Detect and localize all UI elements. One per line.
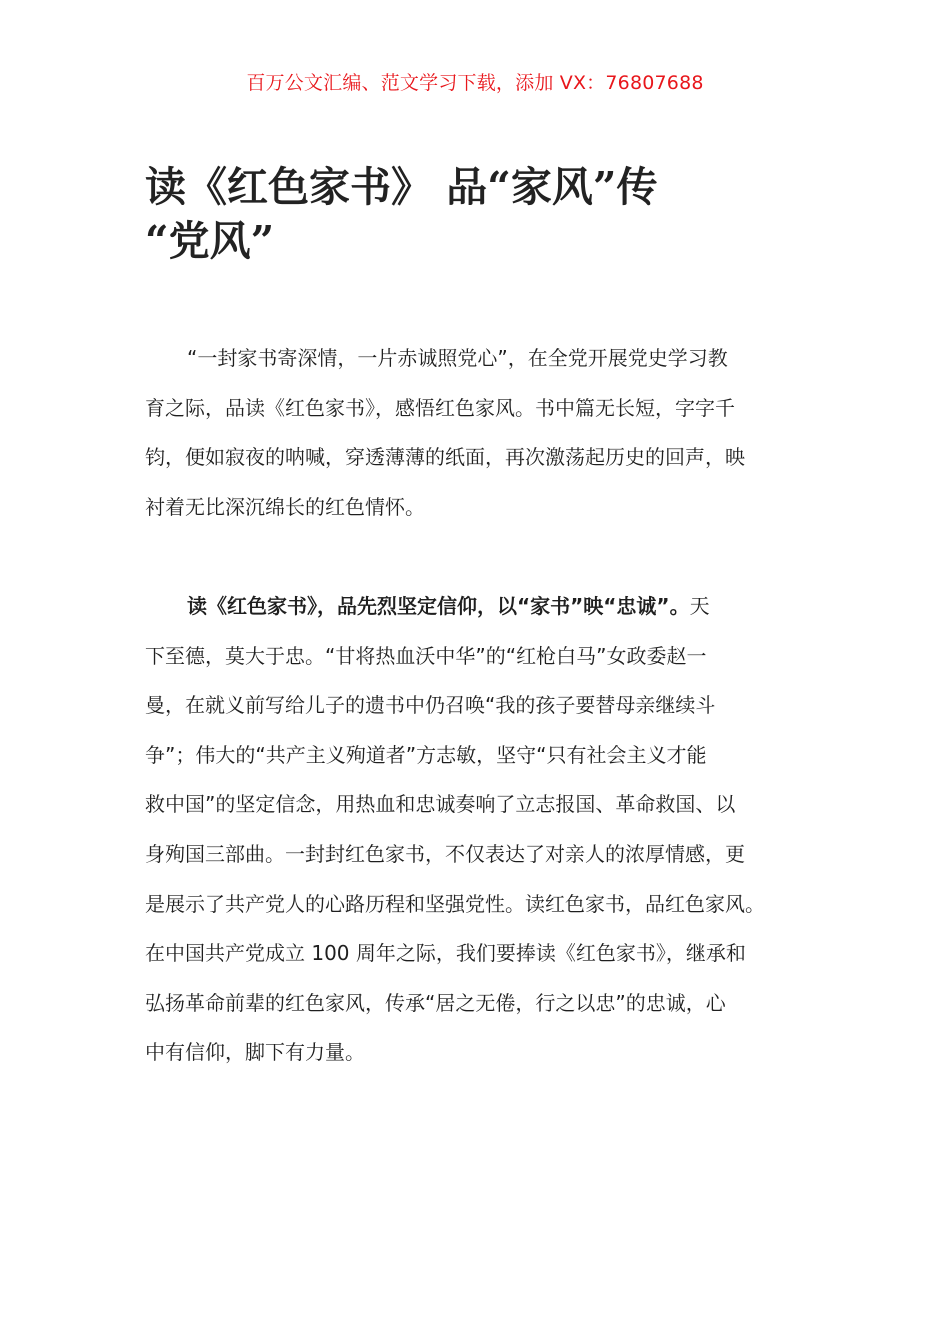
header-banner: 百万公文汇编、范文学习下载，添加 VX：76807688: [246, 72, 704, 94]
paragraph-line: 救中国”的坚定信念，用热血和忠诚奏响了立志报国、革命救国、以: [145, 792, 736, 817]
paragraph-line: 育之际，品读《红色家书》，感悟红色家风。书中篇无长短，字字千: [145, 395, 735, 420]
paragraph-line: 曼，在就义前写给儿子的遗书中仍召唤“我的孩子要替母亲继续斗: [145, 693, 716, 718]
paragraph-line: 衬着无比深沉绵长的红色情怀。: [145, 494, 425, 519]
document-title: [145, 160, 785, 268]
paragraph-line: 是展示了共产党人的心路历程和坚强党性。读红色家书，品红色家风。: [145, 891, 765, 916]
paragraph-line: 中有信仰，脚下有力量。: [145, 1040, 365, 1065]
paragraph-intro: [145, 334, 795, 532]
paragraph-line: 下至德，莫大于忠。“甘将热血沃中华”的“红枪白马”女政委赵一: [145, 643, 707, 668]
paragraph-loyalty: [145, 582, 795, 1078]
title-line-1: 读《红色家书》 品“家风”传: [145, 163, 658, 211]
paragraph-first-line: [145, 582, 795, 632]
paragraph-line: “一封家书寄深情，一片赤诚照党心”，在全党开展党史学习教: [187, 346, 728, 370]
paragraph-line: 在中国共产党成立 100 周年之际，我们要捧读《红色家书》，继承和: [145, 941, 746, 966]
title-line-2: “党风”: [145, 217, 275, 265]
paragraph-line: 弘扬革命前辈的红色家风，传承“居之无倦，行之以忠”的忠诚，心: [145, 990, 726, 1015]
paragraph-line: 钧，便如寂夜的呐喊，穿透薄薄的纸面，再次激荡起历史的回声，映: [145, 445, 745, 470]
paragraph-lead-sentence: 读《红色家书》，品先烈坚定信仰，以“家书”映“忠诚”。: [187, 594, 690, 618]
paragraph-line: 身殉国三部曲。一封封红色家书，不仅表达了对亲人的浓厚情感，更: [145, 841, 745, 866]
paragraph-line: 争”；伟大的“共产主义殉道者”方志敏，坚守“只有社会主义才能: [145, 742, 707, 767]
paragraph-line-rest: 天: [689, 594, 710, 618]
